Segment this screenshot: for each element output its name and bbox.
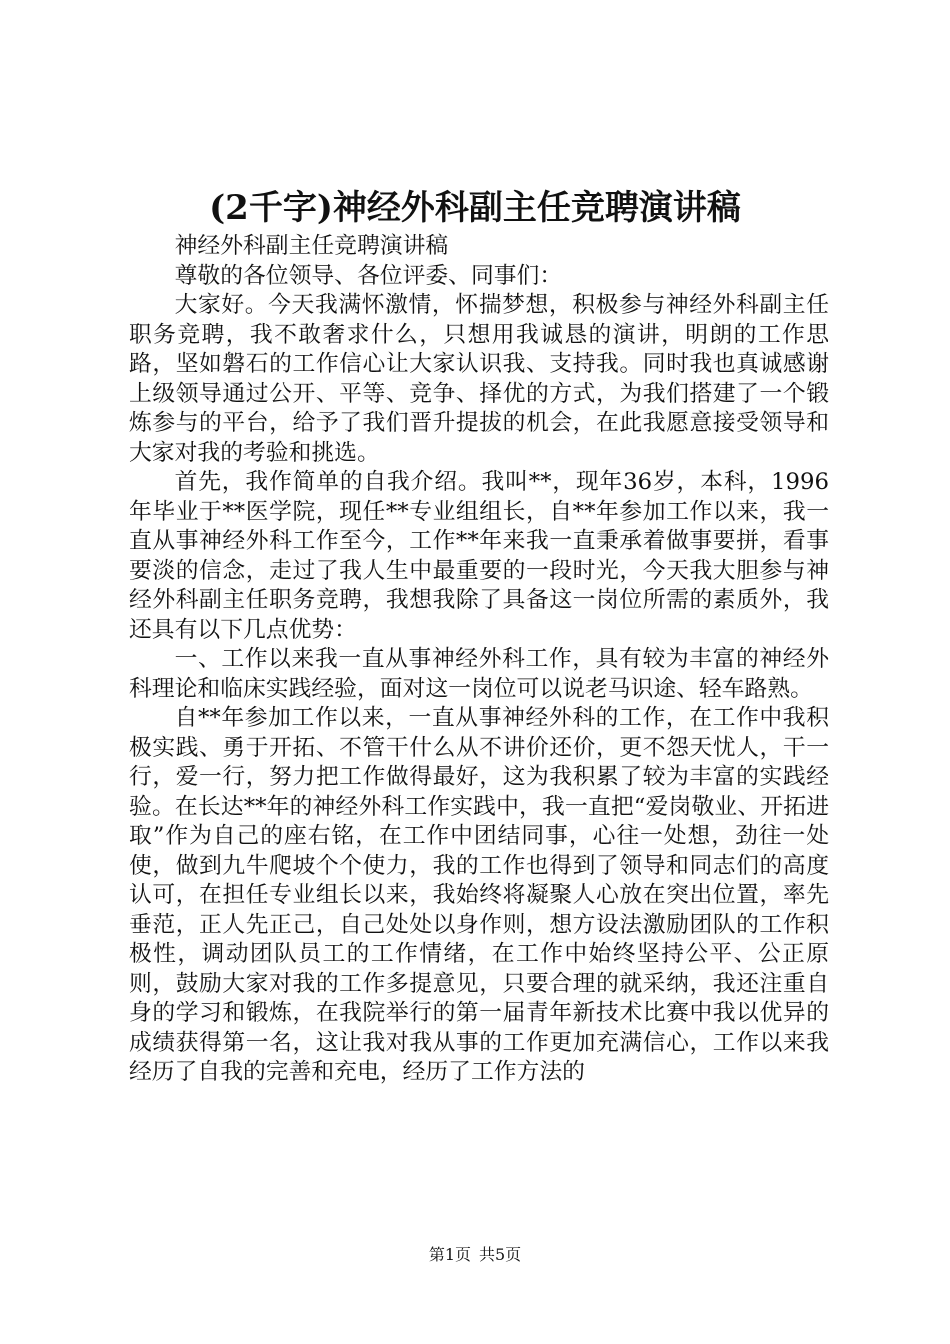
body-paragraph-experience: 自**年参加工作以来，一直从事神经外科的工作，在工作中我积极实践、勇于开拓、不管干什么从不讲价还价，更不怨天忧人，干一行，爱一行，努力把工作做得最好，这为我积累了较为丰富的实践经验。在长达**年的神经外科工作实践中，我一直把“爱岗敬业、开拓进取”作为自己的座右铭，在工作中团结同事，心往一处想，劲往一处使，做到九牛爬坡个个使力，我的工作也得到了领导和同志们的高度认可，在担任专业组长以来，我始终将凝聚人心放在突出位置，率先垂范，正人先正己，自己处处以身作则，想方设法激励团队的工作积极性，调动团队员工的工作情绪，在工作中始终坚持公平、公正原则，鼓励大家对我的工作多提意见，只要合理的就采纳，我还注重自身的学习和锻炼，在我院举行的第一届青年新技术比赛中我以优异的成绩获得第一名，这让我对我从事的工作更加充满信心，工作以来我经历了自我的完善和充电，经历了工作方法的: [129, 705, 829, 1085]
page-number: 第1页: [428, 1245, 471, 1264]
body-paragraph-heading: 神经外科副主任竞聘演讲稿: [174, 233, 449, 259]
body-paragraph-salutation: 尊敬的各位领导、各位评委、同事们：: [174, 262, 563, 289]
page-total: 共5页: [479, 1245, 522, 1264]
body-paragraph-greeting: 大家好。今天我满怀激情，怀揣梦想，积极参与神经外科副主任职务竞聘，我不敢奢求什么，只想用我诚恳的演讲，明朗的工作思路，坚如磐石的工作信心让大家认识我、支持我。同时我也真诚感谢上级领导通过公开、平等、竞争、择优的方式，为我们搭建了一个锻炼参与的平台，给予了我们晋升提拔的机会，在此我愿意接受领导和大家对我的考验和挑选。: [129, 292, 829, 466]
page-footer: [0, 1244, 950, 1266]
body-paragraph-introduction: 首先，我作简单的自我介绍。我叫**，现年36岁，本科，1996年毕业于**医学院，现任**专业组组长，自**年参加工作以来，我一直从事神经外科工作至今，工作**年来我一直秉承着做事要拼，看事要淡的信念，走过了我人生中最重要的一段时光，今天我大胆参与神经外科副主任职务竞聘，我想我除了具备这一岗位所需的素质外，我还具有以下几点优势：: [129, 469, 829, 643]
body-paragraph-advantage-one: 一、工作以来我一直从事神经外科工作，具有较为丰富的神经外科理论和临床实践经验，面对这一岗位可以说老马识途、轻车路熟。: [129, 646, 829, 702]
document-body: [129, 232, 829, 1088]
document-title: (2千字)神经外科副主任竞聘演讲稿: [209, 188, 741, 228]
